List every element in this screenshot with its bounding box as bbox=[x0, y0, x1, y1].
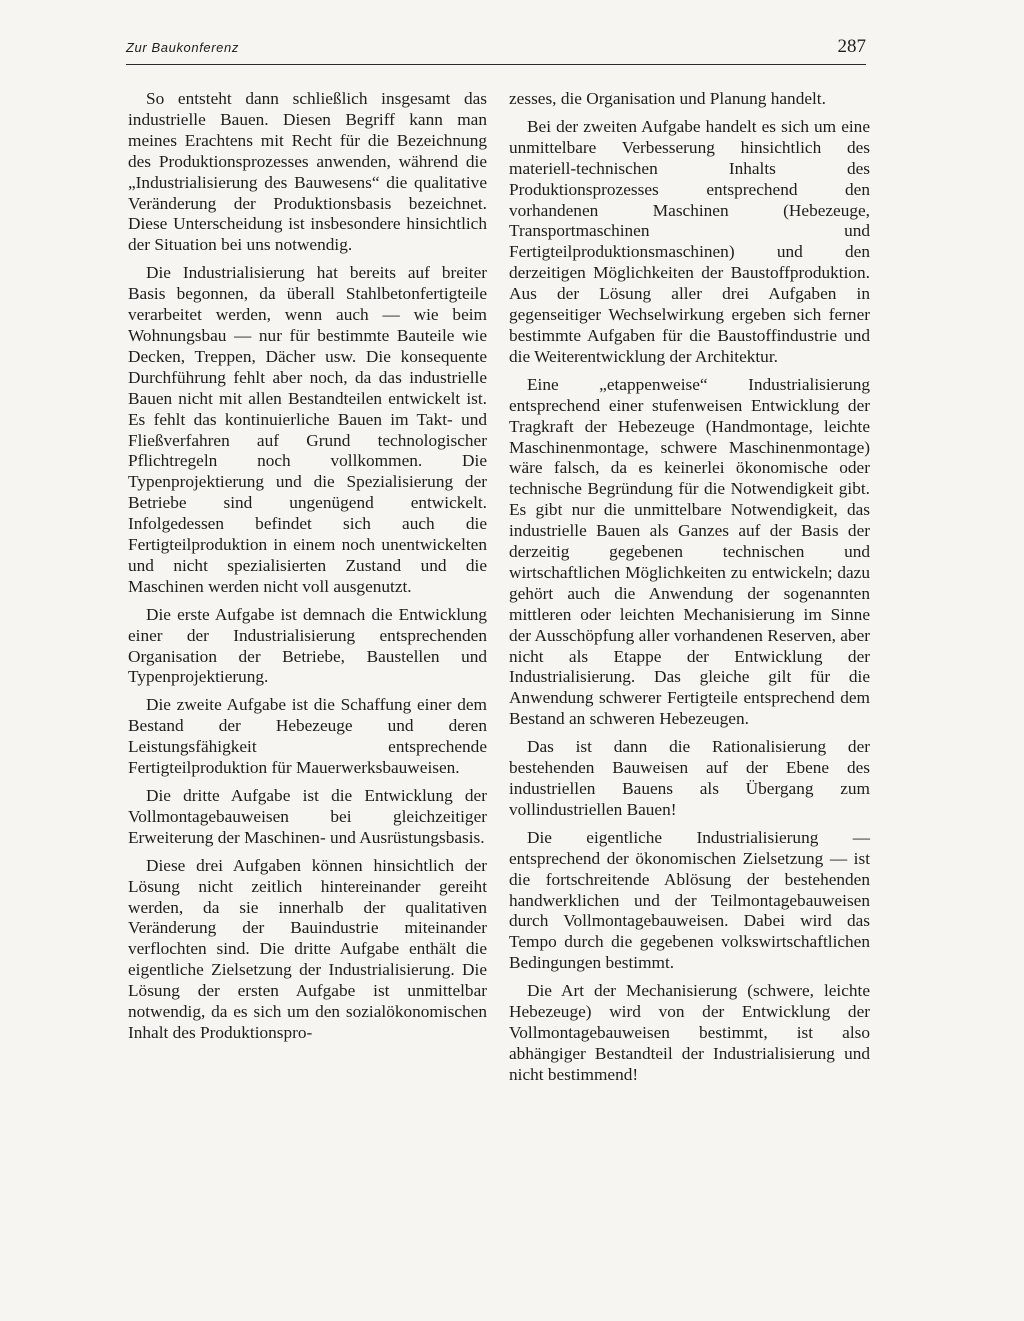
paragraph: Die Industrialisierung hat bereits auf breiter Basis begonnen, da überall Stahlbetonfertigteile verarbeitet werden, wenn auch — wie beim Wohnungsbau — nur für bestimmte Bauteile wie Decken, Treppen, Dächer usw. Die konsequente Durchführung fehlt aber noch, da das industrielle Bauen nicht mit allen Bestandteilen entwickelt ist. Es fehlt das kontinuierliche Bauen im Takt- und Fließverfahren auf Grund technologischer Pflichtregeln noch vollkommen. Die Typenprojektierung und die Spezialisierung der Betriebe sind ungenügend entwickelt. Infolgedessen befindet sich auch die Fertigteilproduktion in einem noch unentwickelten und nicht spezialisierten Zustand und die Maschinen werden nicht voll ausgenutzt. bbox=[128, 263, 487, 596]
paragraph: Die dritte Aufgabe ist die Entwicklung der Vollmontagebauweisen bei gleichzeitiger Erweiterung der Maschinen- und Ausrüstungsbasis. bbox=[128, 786, 487, 847]
left-column bbox=[128, 89, 487, 1051]
paragraph: Die eigentliche Industrialisierung — entsprechend der ökonomischen Zielsetzung — ist die fortschreitende Ablösung der bestehenden handwerklichen und der Teilmontagebauweisen durch Vollmontagebauweisen. Dabei wird das Tempo durch die gegebenen volkswirtschaftlichen Bedingungen bestimmt. bbox=[509, 827, 870, 973]
paragraph: So entsteht dann schließlich insgesamt das industrielle Bauen. Diesen Begriff kann man meines Erachtens mit Recht für die Bezeichnung des Produktionsprozesses anwenden, während die „Industrialisierung des Bauwesens“ die qualitative Veränderung der Produktionsbasis bezeichnet. Diese Unterscheidung ist insbesondere hinsichtlich der Situation bei uns notwendig. bbox=[128, 89, 487, 255]
page-header bbox=[126, 38, 866, 65]
page-number: 287 bbox=[837, 36, 866, 57]
right-column bbox=[509, 89, 870, 1093]
paragraph: Die zweite Aufgabe ist die Schaffung einer dem Bestand der Hebezeuge und deren Leistungsfähigkeit entsprechende Fertigteilproduktion für Mauerwerksbauweisen. bbox=[128, 695, 487, 778]
paragraph-continued: zesses, die Organisation und Planung handelt. bbox=[509, 89, 826, 108]
paragraph: Die Art der Mechanisierung (schwere, leichte Hebezeuge) wird von der Entwicklung der Vollmontagebauweisen bestimmt, ist also abhängiger Bestandteil der Industrialisierung und nicht bestimmend! bbox=[509, 981, 870, 1084]
paragraph: Das ist dann die Rationalisierung der bestehenden Bauweisen auf der Ebene des industriellen Bauens als Übergang zum vollindustriellen Bauen! bbox=[509, 737, 870, 819]
paragraph: Die erste Aufgabe ist demnach die Entwicklung einer der Industrialisierung entsprechenden Organisation der Betriebe, Baustellen und Typenprojektierung. bbox=[128, 604, 487, 687]
running-head: Zur Baukonferenz bbox=[126, 40, 239, 55]
paragraph: Bei der zweiten Aufgabe handelt es sich um eine unmittelbare Verbesserung hinsichtlich des materiell-technischen Inhalts des Produktionsprozesses entsprechend den vorhandenen Maschinen (Hebezeuge, Transportmaschinen und Fertigteilproduktionsmaschinen) und den derzeitigen Möglichkeiten der Baustoffproduktion. Aus der Lösung aller drei Aufgaben in gegenseitiger Wechselwirkung ergeben sich ferner bestimmte Aufgaben für die Baustoffindustrie und die Weiterentwicklung der Architektur. bbox=[509, 116, 870, 366]
paragraph: Diese drei Aufgaben können hinsichtlich der Lösung nicht zeitlich hintereinander gereiht werden, da sie innerhalb der qualitativen Veränderung der Bauindustrie miteinander verflochten sind. Die dritte Aufgabe enthält die eigentliche Zielsetzung der Industrialisierung. Die Lösung der ersten Aufgabe ist unmittelbar notwendig, da es sich um den sozialökonomischen Inhalt des Produktionspro- bbox=[128, 855, 487, 1042]
paragraph: Eine „etappenweise“ Industrialisierung entsprechend einer stufenweisen Entwicklung der Tragkraft der Hebezeuge (Handmontage, leichte Maschinenmontage, schwere Maschinenmontage) wäre falsch, da es keinerlei ökonomische oder technische Begründung für die Notwendigkeit gibt. Es gibt nur die unmittelbare Notwendigkeit, das industrielle Bauen als Ganzes auf der Basis der derzeitig gegebenen technischen und wirtschaftlichen Möglichkeiten zu entwickeln; dazu gehört auch die Anwendung der sogenannten mittleren oder leichten Mechanisierung im Sinne der Ausschöpfung aller vorhandenen Reserven, aber nicht als Etappe der Entwicklung der Industrialisierung. Das gleiche gilt für die Anwendung schwerer Fertigteile entsprechend dem Bestand an schweren Hebezeugen. bbox=[509, 374, 870, 729]
